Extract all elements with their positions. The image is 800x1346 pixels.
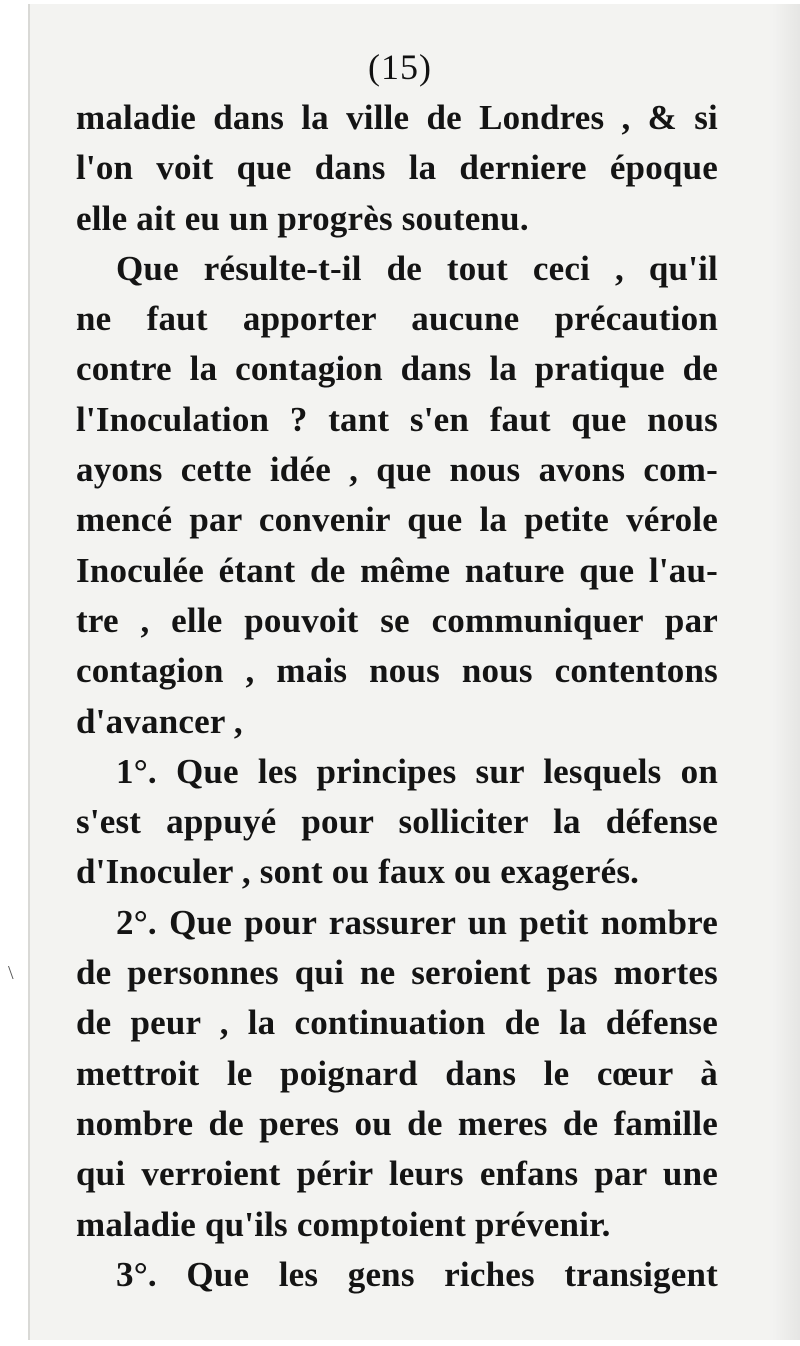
text-line: de peur , la continuation de la défense bbox=[76, 1003, 718, 1043]
text-line: 1°. Que les principes sur lesquels on bbox=[116, 751, 718, 791]
text-line: 2°. Que pour rassurer un petit nombre bbox=[116, 902, 718, 942]
text-line: d'avancer , bbox=[76, 701, 243, 741]
text-line: Que résulte-t-il de tout ceci , qu'il bbox=[116, 248, 718, 288]
text-line: qui verroient périr leurs enfans par une bbox=[76, 1154, 718, 1194]
text-line: ayons cette idée , que nous avons com- bbox=[76, 450, 718, 490]
text-line: mencé par convenir que la petite vérole bbox=[76, 500, 718, 540]
text-line: contagion , mais nous nous contentons bbox=[76, 651, 718, 691]
text-line: ne faut apporter aucune précaution bbox=[76, 299, 718, 339]
text-line: l'Inoculation ? tant s'en faut que nous bbox=[76, 399, 718, 439]
text-line: maladie qu'ils comptoient prévenir. bbox=[76, 1204, 611, 1244]
page-edge-shadow bbox=[772, 4, 800, 1340]
text-line: Inoculée étant de même nature que l'au- bbox=[76, 550, 718, 590]
text-line: d'Inoculer , sont ou faux ou exagerés. bbox=[76, 852, 640, 892]
text-line: elle ait eu un progrès soutenu. bbox=[76, 198, 529, 238]
text-line: s'est appuyé pour solliciter la défense bbox=[76, 802, 718, 842]
text-line: tre , elle pouvoit se communiquer par bbox=[76, 600, 718, 640]
text-line: 3°. Que les gens riches transigent bbox=[116, 1254, 718, 1294]
margin-mark: \ bbox=[8, 962, 14, 984]
text-line: mettroit le poignard dans le cœur à bbox=[76, 1053, 718, 1093]
body-text bbox=[76, 93, 718, 1300]
text-line: de personnes qui ne seroient pas mortes bbox=[76, 953, 718, 993]
text-line: l'on voit que dans la derniere époque bbox=[76, 148, 718, 188]
text-line: contre la contagion dans la pratique de bbox=[76, 349, 718, 389]
text-line: nombre de peres ou de meres de famille bbox=[76, 1103, 718, 1143]
page-number: (15) bbox=[368, 47, 432, 87]
text-line: maladie dans la ville de Londres , & si bbox=[76, 98, 718, 137]
